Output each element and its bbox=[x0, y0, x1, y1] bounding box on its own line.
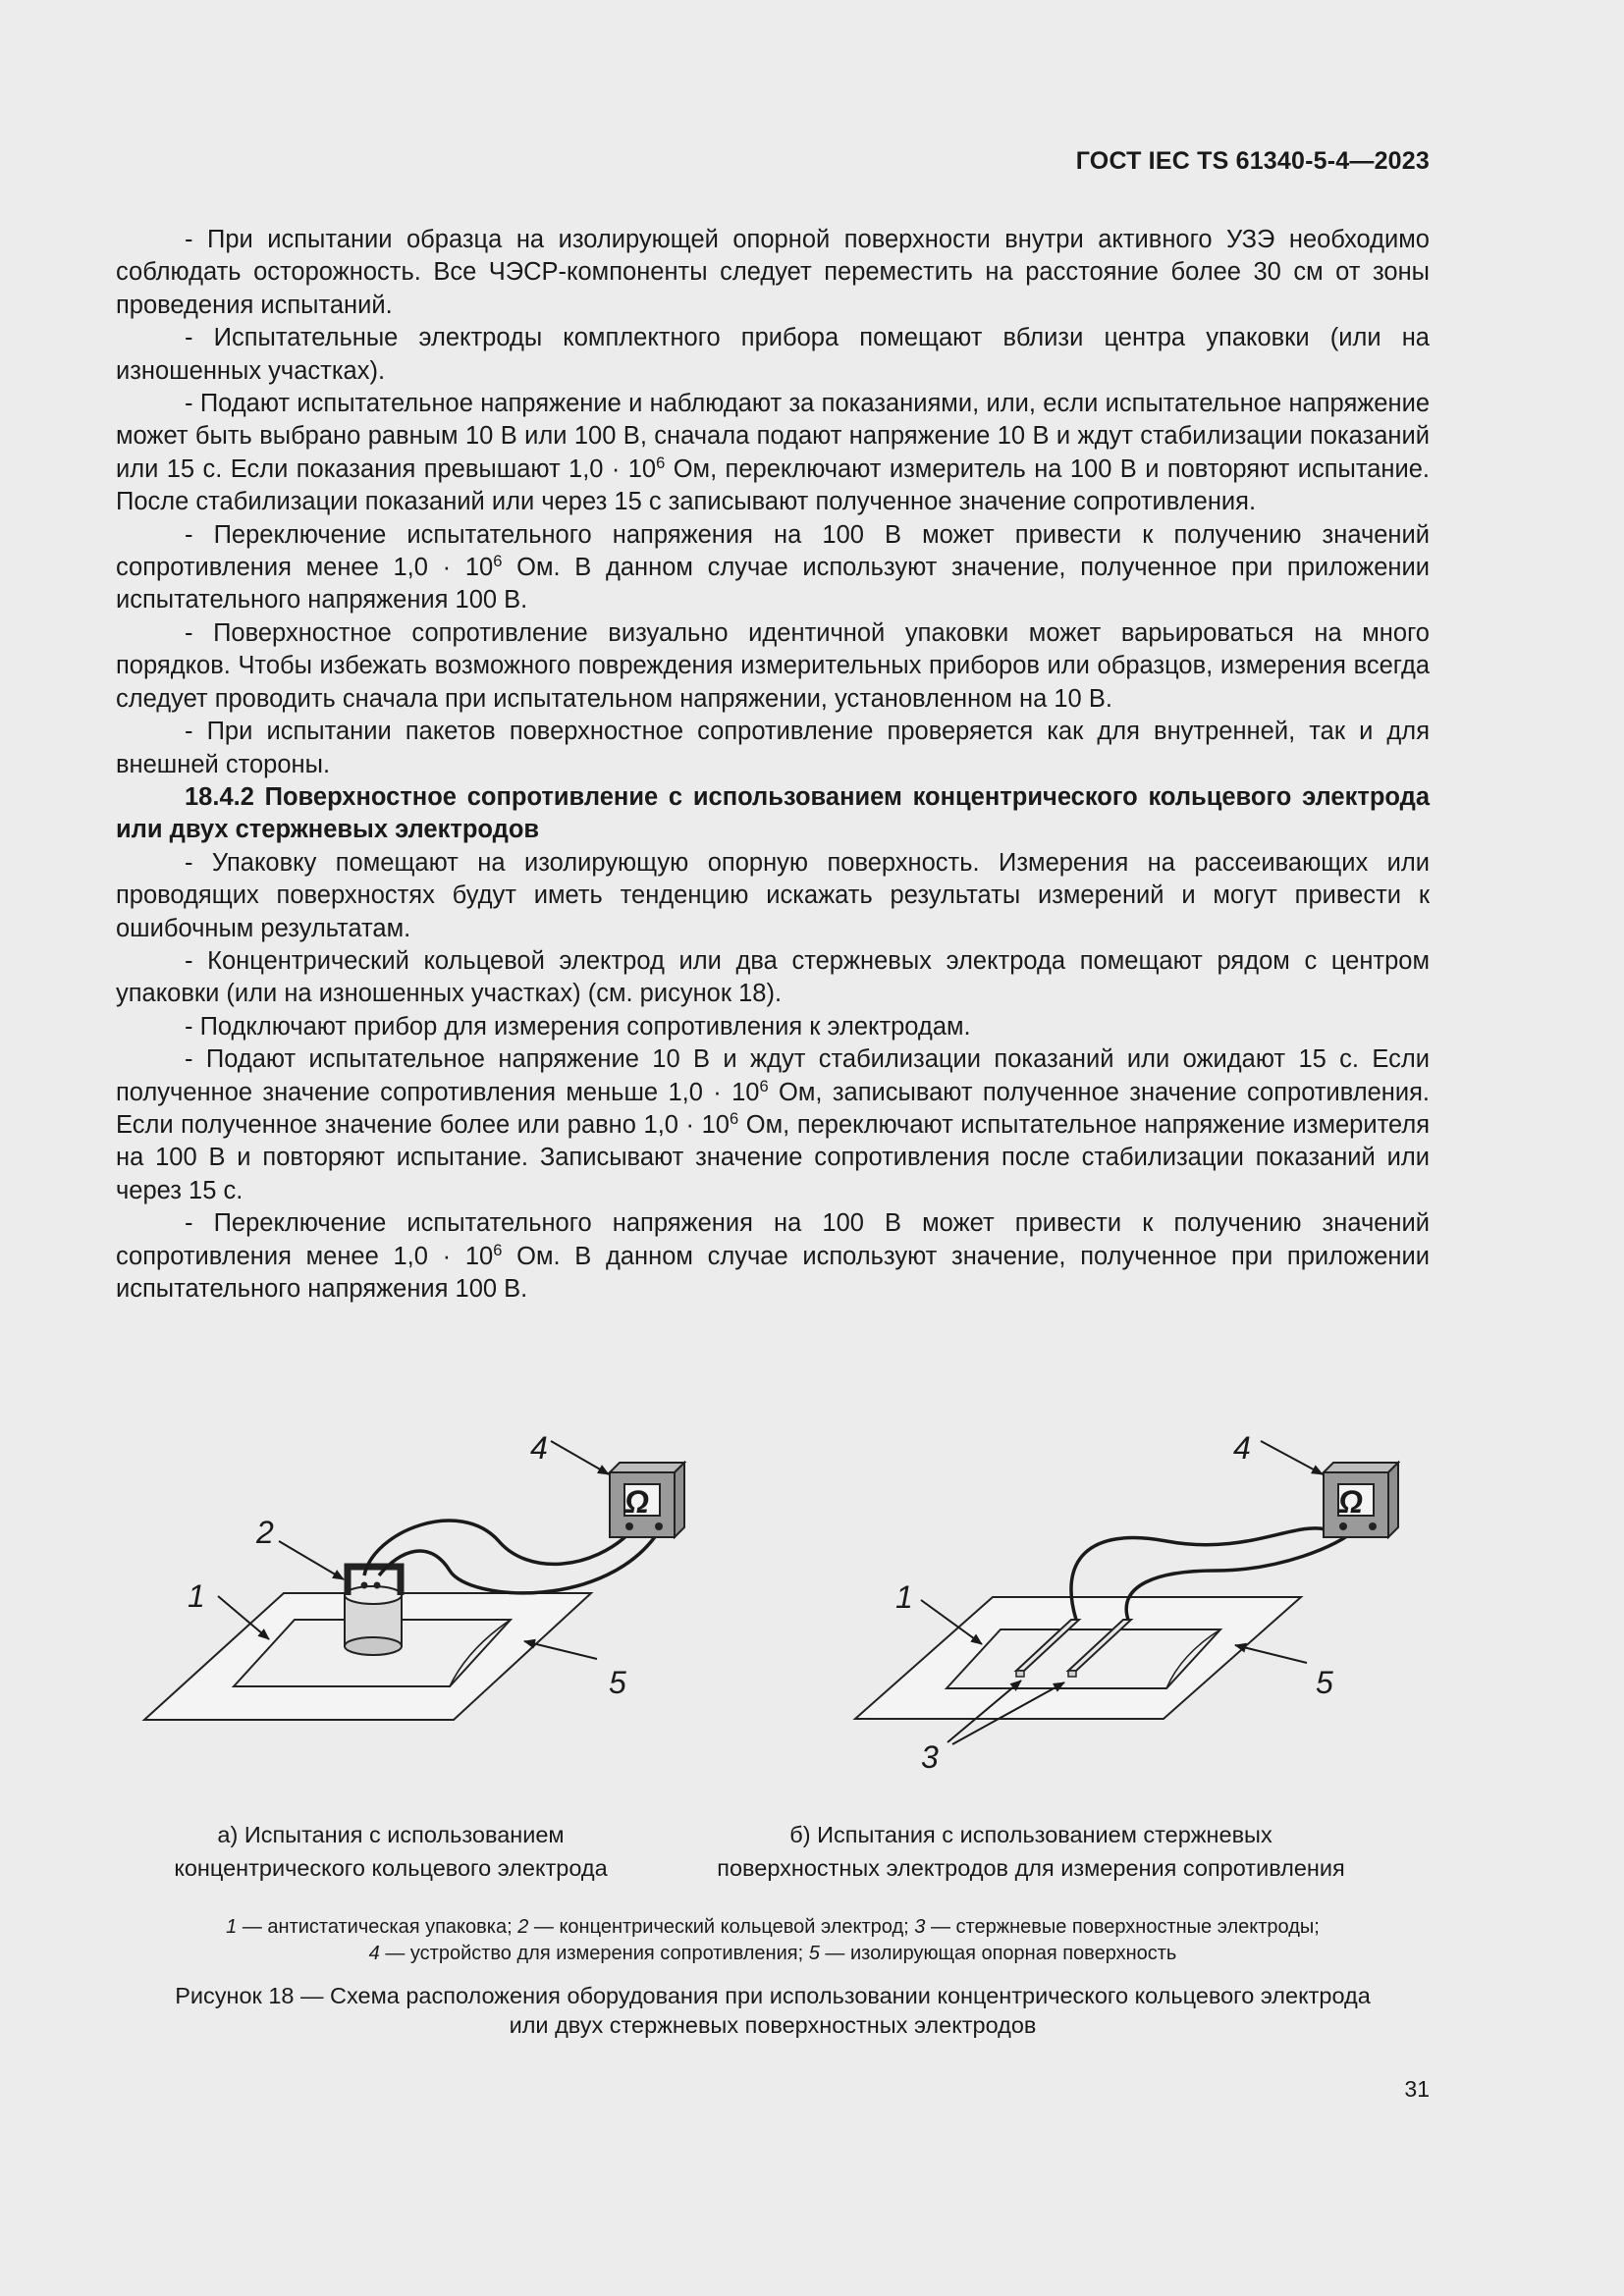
subcaption-a: а) Испытания с использованием концентрического кольцевого электрода bbox=[174, 1822, 608, 1881]
figure-drawing bbox=[116, 1374, 1430, 1787]
label-b-5: 5 bbox=[1316, 1665, 1333, 1700]
label-a-1: 1 bbox=[188, 1578, 205, 1614]
paragraph: - Упаковку помещают на изолирующую опорную поверхность. Измерения на рассеивающих или проводящих поверхностях будут иметь тенденцию искажать результаты измерений и могут привести к ошибочным результатам. bbox=[116, 848, 1430, 942]
label-a-5: 5 bbox=[609, 1665, 626, 1700]
label-b-4: 4 bbox=[1233, 1430, 1251, 1466]
paragraph: - При испытании образца на изолирующей опорной поверхности внутри активного УЗЭ необходимо соблюдать осторожность. Все ЧЭСР-компоненты следует переместить на расстояние более 30 см от зоны проведения испытаний. bbox=[116, 226, 1430, 319]
ohm-symbol-b: Ω bbox=[1338, 1484, 1363, 1520]
paragraph: - Испытательные электроды комплектного прибора помещают вблизи центра упаковки (или на изношенных участках). bbox=[116, 324, 1430, 385]
label-b-1: 1 bbox=[895, 1579, 913, 1615]
figure-legend: 1 — антистатическая упаковка; 2 — концентрический кольцевой электрод; 3 — стержневые поверхностные электроды; 4 — устройство для измерения сопротивления; 5 — изолирующая опорная поверхность bbox=[226, 1916, 1320, 1964]
paragraph: - Концентрический кольцевой электрод или два стержневых электрода помещают рядом с центром упаковки (или на изношенных участках) (см. рисунок 18). bbox=[116, 946, 1430, 1008]
paragraph: - Подают испытательное напряжение 10 В и ждут стабилизации показаний или ожидают 15 с. Если полученное значение сопротивления меньше $1,0 \cdot 10^6$ Ом, записывают полученное значение сопротивления. Если полученное значение более или равно $1,0 \cdot 10^6$ Ом, переключают испытательное напряжение измерителя на 100 В и повторяют испытание. Записывают значение сопротивления после стабилизации показаний или через 15 с. bbox=[116, 1045, 1431, 1204]
diagram-a-ring-electrode bbox=[144, 1441, 684, 1720]
label-a-4: 4 bbox=[530, 1430, 548, 1466]
paragraph: - Переключение испытательного напряжения на 100 В может привести к получению значений сопротивления менее $1,0 \cdot 10^6$ Ом. В данном случае используют значение, полученное при приложении испытательного напряжения 100 В. bbox=[116, 1209, 1430, 1303]
page-number: 31 bbox=[1404, 2076, 1430, 2102]
paragraph: - Поверхностное сопротивление визуально идентичной упаковки может варьироваться на много порядков. Чтобы избежать возможного повреждения измерительных приборов или образцов, измерения всегда следует проводить сначала при испытательном напряжении, установленном на 10 В. bbox=[116, 618, 1430, 713]
paragraph: - Подают испытательное напряжение и наблюдают за показаниями, или, если испытательное напряжение может быть выбрано равным 10 В или 100 В, сначала подают напряжение 10 В и ждут стабилизации показаний или 15 с. Если показания превышают $1,0 \cdot 10^6$ Ом, переключают измеритель на 100 В и повторяют испытание. После стабилизации показаний или через 15 с записывают полученное значение сопротивления. bbox=[116, 390, 1431, 516]
label-b-3: 3 bbox=[921, 1739, 939, 1775]
figure-title: Рисунок 18 — Схема расположения оборудования при использовании концентрического кольцевого электрода или двух стержневых поверхностных электродов bbox=[175, 1983, 1371, 2038]
label-a-2: 2 bbox=[256, 1515, 274, 1550]
body-text bbox=[116, 224, 1430, 1306]
subcaption-b: б) Испытания с использованием стержневых поверхностных электродов для измерения сопротивления bbox=[717, 1822, 1345, 1881]
paragraph: - Переключение испытательного напряжения на 100 В может привести к получению значений сопротивления менее $1,0 \cdot 10^6$ Ом. В данном случае используют значение, полученное при приложении испытательного напряжения 100 В. bbox=[116, 520, 1430, 614]
paragraph: - При испытании пакетов поверхностное сопротивление проверяется как для внутренней, так и для внешней стороны. bbox=[116, 718, 1430, 778]
document-code-header: ГОСТ IEC TS 61340-5-4—2023 bbox=[1075, 147, 1430, 175]
paragraph: - Подключают прибор для измерения сопротивления к электродам. bbox=[185, 1012, 971, 1041]
section-heading: 18.4.2 Поверхностное сопротивление с использованием концентрического кольцевого электрода или двух стержневых электродов bbox=[116, 782, 1430, 844]
figure-18 bbox=[116, 1374, 1430, 1787]
ohm-symbol-a: Ω bbox=[624, 1484, 649, 1520]
